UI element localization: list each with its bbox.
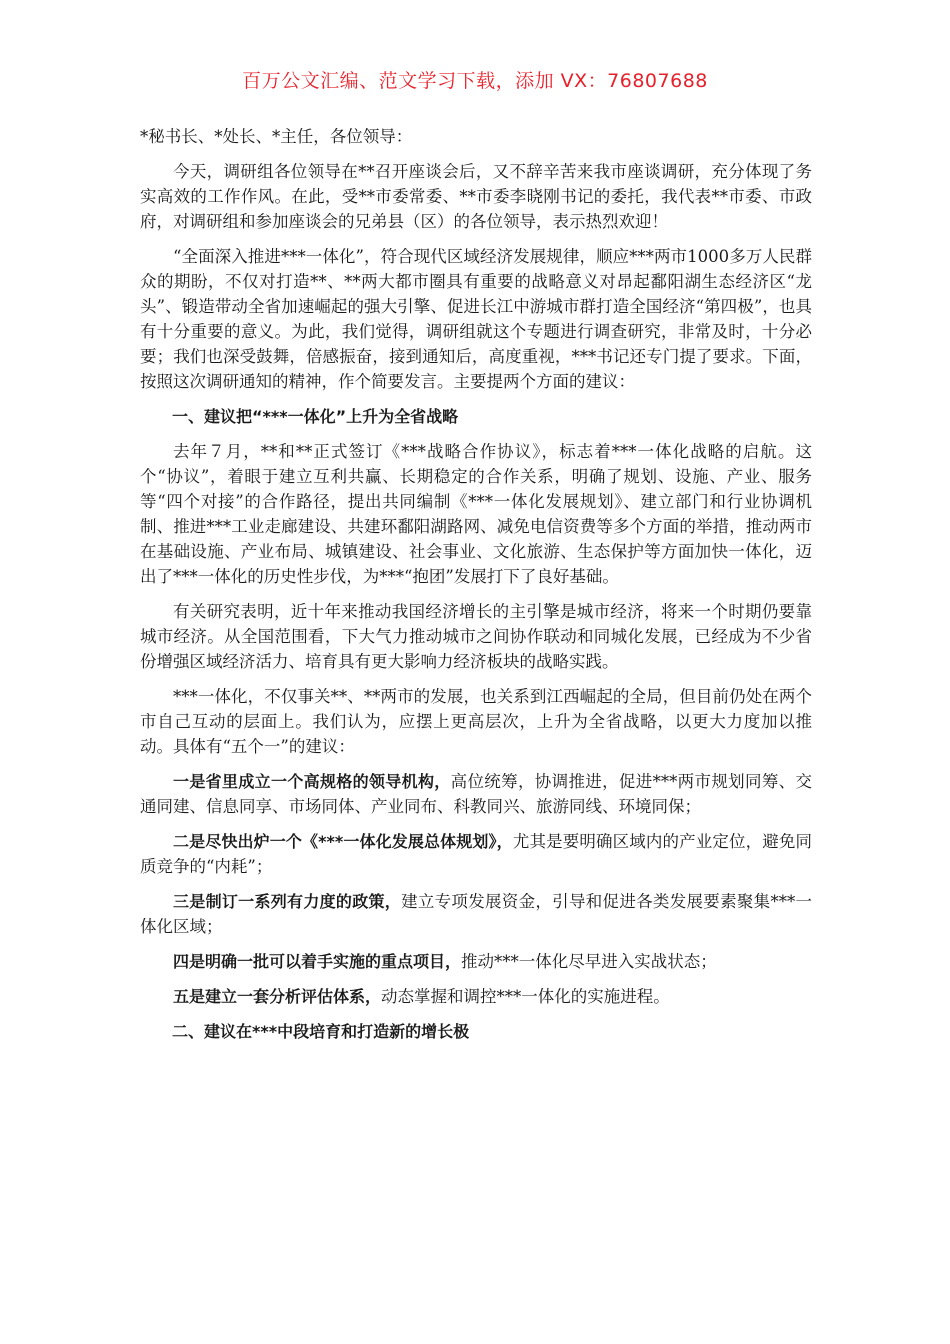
section-heading-1: 一、建议把“***一体化”上升为全省战略	[172, 407, 459, 426]
suggestion-item	[140, 829, 812, 879]
suggestion-text: 建立专项发展资金，引导和促进各类发展要素聚集***一体化区域；	[140, 892, 812, 936]
header-banner: 百万公文汇编、范文学习下载，添加 VX：76807688	[242, 70, 708, 92]
suggestion-text: 推动***一体化尽早进入实战状态；	[461, 952, 717, 971]
paragraph-significance: “全面深入推进***一体化”，符合现代区域经济发展规律，顺应***两市1000多万人民群众的期盼，不仅对打造**、**两大都市圈具有重要的战略意义对昂起鄱阳湖生态经济区“龙头”、锻造带动全省加速崛起的强大引擎、促进长江中游城市群打造全国经济“第四极”，也具有十分重要的意义。为此，我们觉得，调研组就这个专题进行调查研究，非常及时，十分必要；我们也深受鼓舞，倍感振奋，接到通知后，高度重视，***书记还专门提了要求。下面，按照这次调研通知的精神，作个简要发言。主要提两个方面的建议：	[140, 247, 812, 391]
paragraph-research: 有关研究表明，近十年来推动我国经济增长的主引擎是城市经济，将来一个时期仍要靠城市经济。从全国范围看，下大气力推动城市之间协作联动和同城化发展，已经成为不少省份增强区域经济活力、培育具有更大影响力经济板块的战略实践。	[140, 602, 812, 671]
suggestion-item	[140, 769, 812, 819]
suggestion-text: 高位统筹，协调推进，促进***两市规划同筹、交通同建、信息同享、市场同体、产业同布、科教同兴、旅游同线、环境同保；	[140, 772, 812, 816]
paragraph-agreement: 去年７月，**和**正式签订《***战略合作协议》，标志着***一体化战略的启航。这个“协议”，着眼于建立互利共赢、长期稳定的合作关系，明确了规划、设施、产业、服务等“四个对接”的合作路径，提出共同编制《***一体化发展规划》、建立部门和行业协调机制、推进***工业走廊建设、共建环鄱阳湖路网、减免电信资费等多个方面的举措，推动两市在基础设施、产业布局、城镇建设、社会事业、文化旅游、生态保护等方面加快一体化，迈出了***一体化的历史性步伐，为***“抱团”发展打下了良好基础。	[140, 442, 812, 586]
suggestion-item	[140, 949, 812, 974]
suggestion-lead: 一是省里成立一个高规格的领导机构，	[173, 772, 451, 791]
suggestion-text: 尤其是要明确区域内的产业定位，避免同质竞争的“内耗”；	[140, 832, 813, 876]
section-heading-2: 二、建议在***中段培育和打造新的增长极	[172, 1022, 470, 1041]
suggestion-lead: 二是尽快出炉一个《***一体化发展总体规划》，	[173, 832, 513, 851]
suggestion-text: 动态掌握和调控***一体化的实施进程。	[381, 987, 670, 1006]
paragraph-proposal: ***一体化，不仅事关**、**两市的发展，也关系到江西崛起的全局，但目前仍处在两个市自己互动的层面上。我们认为，应摆上更高层次，上升为全省战略，以更大力度加以推动。具体有“五个一”的建议：	[140, 687, 812, 756]
suggestion-item	[140, 889, 812, 939]
salutation: *秘书长、*处长、*主任，各位领导：	[140, 127, 413, 146]
suggestion-lead: 三是制订一系列有力度的政策，	[173, 892, 402, 911]
suggestion-item	[140, 984, 812, 1009]
suggestion-lead: 四是明确一批可以着手实施的重点项目，	[173, 952, 462, 971]
paragraph-welcome: 今天，调研组各位领导在**召开座谈会后，又不辞辛苦来我市座谈调研，充分体现了务实高效的工作作风。在此，受**市委常委、**市委李晓刚书记的委托，我代表**市委、市政府，对调研组和参加座谈会的兄弟县（区）的各位领导，表示热烈欢迎！	[140, 162, 812, 231]
suggestion-lead: 五是建立一套分析评估体系，	[173, 987, 382, 1006]
document-body	[140, 124, 812, 1054]
